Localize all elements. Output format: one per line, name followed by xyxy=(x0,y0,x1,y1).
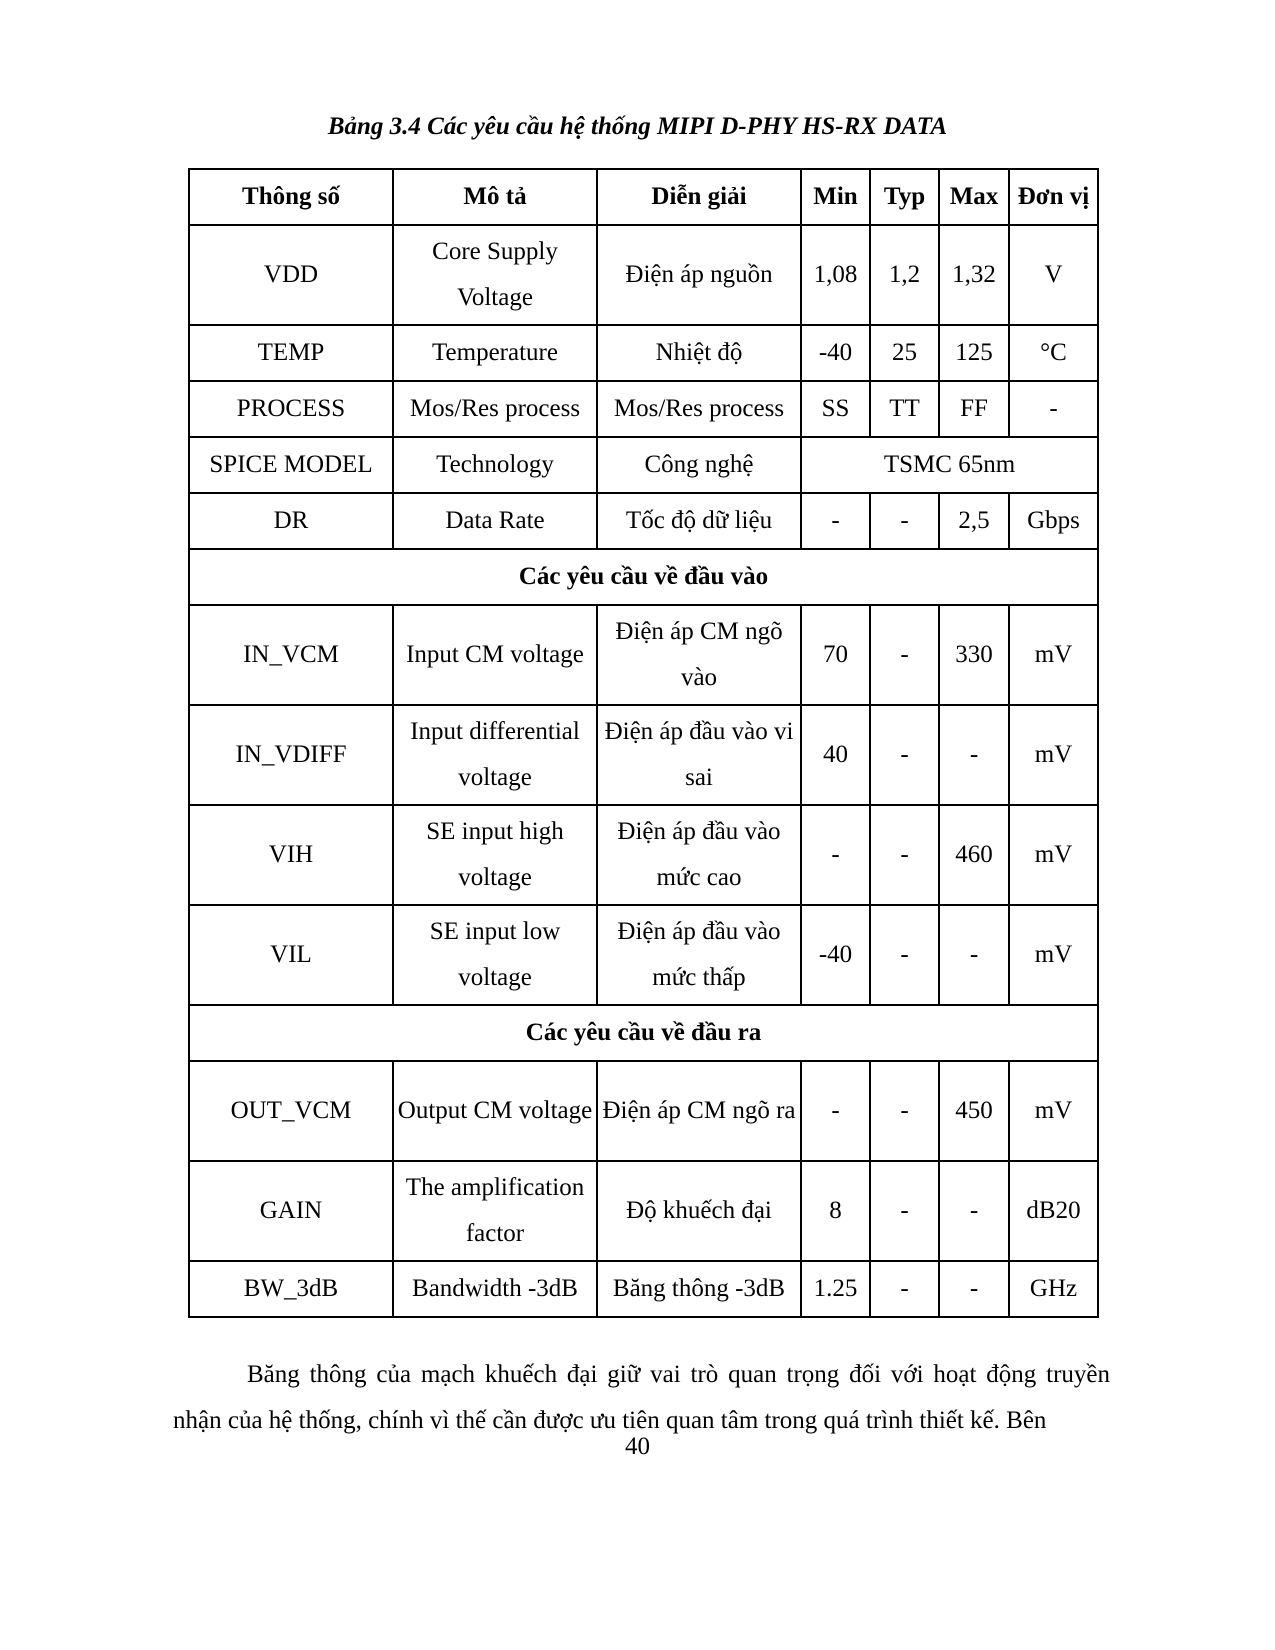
cell-expl: Điện áp nguồn xyxy=(597,225,801,325)
cell-param: VIH xyxy=(189,805,393,905)
section-title-input: Các yêu cầu về đầu vào xyxy=(189,549,1098,605)
body-paragraph: Băng thông của mạch khuếch đại giữ vai trò quan trọng đối với hoạt động truyền nhận của hệ thống, chính vì thế cần được ưu tiên quan tâm trong quá trình thiết kế. Bên xyxy=(173,1361,1110,1434)
cell-param: SPICE MODEL xyxy=(189,437,393,493)
cell-desc: Output CM voltage xyxy=(393,1061,597,1161)
cell-typ: - xyxy=(870,605,939,705)
cell-unit: mV xyxy=(1009,1061,1098,1161)
cell-unit: GHz xyxy=(1009,1261,1098,1317)
cell-desc: Technology xyxy=(393,437,597,493)
cell-max: - xyxy=(939,705,1009,805)
cell-expl: Độ khuếch đại xyxy=(597,1161,801,1261)
cell-desc: SE input high voltage xyxy=(393,805,597,905)
table-row xyxy=(189,605,1098,705)
cell-min: - xyxy=(801,1061,870,1161)
table-row xyxy=(189,493,1098,549)
cell-unit: °C xyxy=(1009,325,1098,381)
section-row-output xyxy=(189,1005,1098,1061)
cell-min: 40 xyxy=(801,705,870,805)
cell-param: GAIN xyxy=(189,1161,393,1261)
cell-param: BW_3dB xyxy=(189,1261,393,1317)
cell-desc: The amplification factor xyxy=(393,1161,597,1261)
cell-max: - xyxy=(939,1261,1009,1317)
cell-typ: - xyxy=(870,1261,939,1317)
cell-max: 125 xyxy=(939,325,1009,381)
cell-typ: - xyxy=(870,493,939,549)
requirements-table xyxy=(188,168,1099,1318)
table-row xyxy=(189,1261,1098,1317)
cell-typ: - xyxy=(870,1161,939,1261)
header-unit: Đơn vị xyxy=(1009,169,1098,225)
cell-desc: Data Rate xyxy=(393,493,597,549)
cell-max: - xyxy=(939,1161,1009,1261)
cell-max: 450 xyxy=(939,1061,1009,1161)
table-caption: Bảng 3.4 Các yêu cầu hệ thống MIPI D-PHY HS-RX DATA xyxy=(327,113,948,140)
cell-expl: Điện áp đầu vào mức cao xyxy=(597,805,801,905)
cell-unit: mV xyxy=(1009,705,1098,805)
page-number: 40 xyxy=(625,1433,650,1460)
header-min: Min xyxy=(801,169,870,225)
table-row xyxy=(189,325,1098,381)
table-row xyxy=(189,1061,1098,1161)
cell-desc: Bandwidth -3dB xyxy=(393,1261,597,1317)
cell-param: IN_VCM xyxy=(189,605,393,705)
table-row xyxy=(189,225,1098,325)
cell-param: VDD xyxy=(189,225,393,325)
cell-min: 1.25 xyxy=(801,1261,870,1317)
cell-expl: Mos/Res process xyxy=(597,381,801,437)
cell-unit: dB20 xyxy=(1009,1161,1098,1261)
cell-min: - xyxy=(801,493,870,549)
cell-typ: - xyxy=(870,705,939,805)
cell-typ: - xyxy=(870,1061,939,1161)
header-typ: Typ xyxy=(870,169,939,225)
table-row xyxy=(189,905,1098,1005)
cell-min: -40 xyxy=(801,905,870,1005)
cell-desc: SE input low voltage xyxy=(393,905,597,1005)
cell-max: 1,32 xyxy=(939,225,1009,325)
header-desc: Mô tả xyxy=(393,169,597,225)
cell-desc: Temperature xyxy=(393,325,597,381)
cell-unit: mV xyxy=(1009,905,1098,1005)
cell-typ: 25 xyxy=(870,325,939,381)
cell-expl: Điện áp CM ngõ vào xyxy=(597,605,801,705)
cell-unit: V xyxy=(1009,225,1098,325)
cell-min: SS xyxy=(801,381,870,437)
cell-param: VIL xyxy=(189,905,393,1005)
cell-min: - xyxy=(801,805,870,905)
table-row xyxy=(189,705,1098,805)
cell-merged-value: TSMC 65nm xyxy=(801,437,1098,493)
cell-expl: Công nghệ xyxy=(597,437,801,493)
table-row xyxy=(189,1161,1098,1261)
cell-param: DR xyxy=(189,493,393,549)
cell-max: FF xyxy=(939,381,1009,437)
cell-typ: TT xyxy=(870,381,939,437)
header-max: Max xyxy=(939,169,1009,225)
cell-param: IN_VDIFF xyxy=(189,705,393,805)
header-expl: Diễn giải xyxy=(597,169,801,225)
cell-unit: mV xyxy=(1009,805,1098,905)
cell-expl: Tốc độ dữ liệu xyxy=(597,493,801,549)
cell-max: 330 xyxy=(939,605,1009,705)
cell-param: PROCESS xyxy=(189,381,393,437)
cell-param: TEMP xyxy=(189,325,393,381)
section-title-output: Các yêu cầu về đầu ra xyxy=(189,1005,1098,1061)
cell-max: - xyxy=(939,905,1009,1005)
cell-expl: Điện áp đầu vào vi sai xyxy=(597,705,801,805)
header-row xyxy=(189,169,1098,225)
cell-desc: Input CM voltage xyxy=(393,605,597,705)
section-row-input xyxy=(189,549,1098,605)
cell-unit: - xyxy=(1009,381,1098,437)
cell-max: 2,5 xyxy=(939,493,1009,549)
cell-expl: Điện áp CM ngõ ra xyxy=(597,1061,801,1161)
cell-max: 460 xyxy=(939,805,1009,905)
cell-min: 1,08 xyxy=(801,225,870,325)
cell-desc: Mos/Res process xyxy=(393,381,597,437)
cell-min: 70 xyxy=(801,605,870,705)
cell-desc: Input differential voltage xyxy=(393,705,597,805)
cell-typ: 1,2 xyxy=(870,225,939,325)
table-row xyxy=(189,381,1098,437)
cell-unit: Gbps xyxy=(1009,493,1098,549)
cell-desc: Core Supply Voltage xyxy=(393,225,597,325)
table-row xyxy=(189,437,1098,493)
cell-expl: Điện áp đầu vào mức thấp xyxy=(597,905,801,1005)
header-param: Thông số xyxy=(189,169,393,225)
cell-unit: mV xyxy=(1009,605,1098,705)
cell-expl: Nhiệt độ xyxy=(597,325,801,381)
cell-param: OUT_VCM xyxy=(189,1061,393,1161)
cell-min: 8 xyxy=(801,1161,870,1261)
table-row xyxy=(189,805,1098,905)
cell-expl: Băng thông -3dB xyxy=(597,1261,801,1317)
cell-typ: - xyxy=(870,805,939,905)
cell-min: -40 xyxy=(801,325,870,381)
cell-typ: - xyxy=(870,905,939,1005)
